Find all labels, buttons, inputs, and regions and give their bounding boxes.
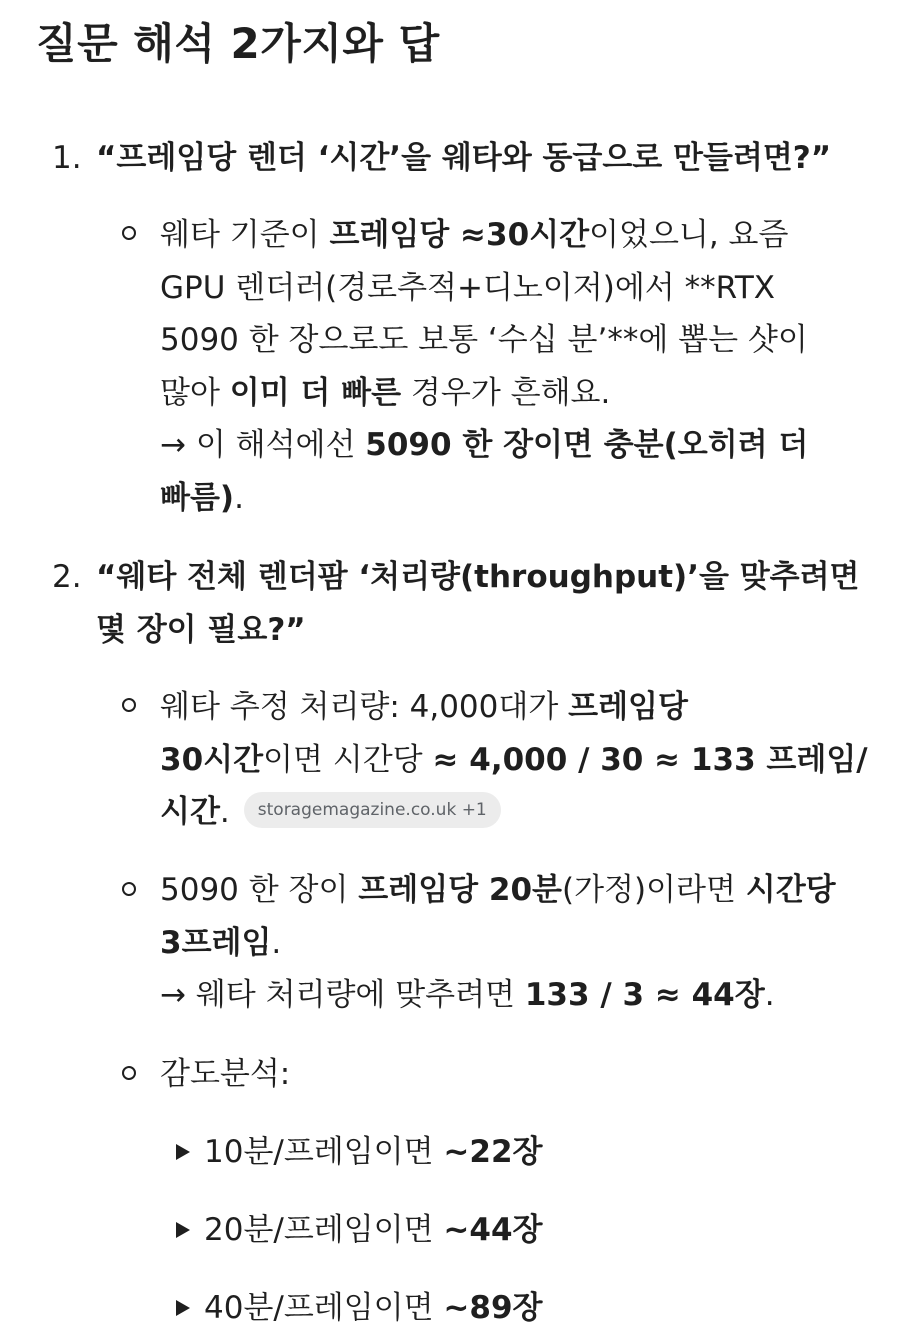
text-segment: (가정)이라면 [561,872,746,908]
text-line [160,917,836,970]
bullet-circle-icon [122,1066,136,1080]
text-line [160,472,808,525]
sub-item-text: 10분/프레임이면 [204,1134,444,1170]
triangle-bullet-icon [176,1222,190,1238]
text-line [160,262,808,315]
text-segment: . [234,479,244,516]
list-number: 1. [52,140,82,176]
list-item [204,1204,542,1256]
bold-segment: 프레임당 [568,689,688,725]
text-line [160,786,868,839]
sub-item-value: ~89장 [443,1290,543,1326]
bullet-circle-icon [122,882,136,896]
bullet-paragraph [160,864,836,1022]
text-line [160,1048,290,1101]
text-segment: . [219,794,230,830]
bold-segment: 5090 한 장이면 충분(오히려 더 [365,427,809,463]
bullet-paragraph [160,1048,290,1101]
text-line [160,734,868,787]
bold-segment: 프레임당 ≈30시간 [329,217,590,253]
text-line [160,969,836,1022]
sub-item-value: ~22장 [443,1134,543,1170]
bold-segment: 3프레임 [160,924,272,961]
list-item [204,1126,542,1178]
sub-item-value: ~44장 [443,1212,543,1248]
bullet-circle-icon [122,698,136,712]
text-segment: 5090 한 장으로도 보통 ‘수십 분’**에 뽑는 샷이 [160,322,808,358]
page-title: 질문 해석 2가지와 답 [36,19,440,68]
text-segment: 웨타 추정 처리량: 4,000대가 [160,689,569,725]
triangle-bullet-icon [176,1300,190,1316]
bold-segment: 시간당 [745,872,836,908]
bold-segment: 프레임당 20분 [358,872,562,908]
bold-segment: 133 / 3 ≈ 44장 [524,977,765,1013]
text-segment: 웨타 기준이 [160,217,330,253]
text-line [160,419,808,472]
heading-line: 몇 장이 필요?” [96,612,306,648]
bold-segment: 30시간 [160,741,264,778]
text-segment: 감도분석: [160,1056,291,1092]
bold-segment: 빠름) [160,479,235,516]
bullet-paragraph [160,209,808,524]
text-segment: 많아 [160,374,230,411]
sub-item-text: 20분/프레임이면 [204,1212,444,1248]
section-heading [96,551,860,656]
list-number: 2. [52,559,82,595]
text-segment: 경우가 흔해요. [401,374,611,411]
bullet-circle-icon [122,226,136,240]
text-segment: 이면 시간당 [263,741,433,778]
text-segment: 이었으니, 요즘 [589,217,789,253]
text-line [160,367,808,420]
heading-line: “웨타 전체 렌더팜 ‘처리량(throughput)’을 맞추려면 [96,559,860,595]
text-segment: . [271,924,282,961]
triangle-bullet-icon [176,1144,190,1160]
text-segment: 5090 한 장이 [160,872,359,908]
text-segment: GPU 렌더러(경로추적+디노이저)에서 **RTX [160,269,776,306]
bullet-paragraph [160,681,868,839]
bold-segment: ≈ 4,000 / 30 ≈ 133 프레임/ [432,741,868,778]
bold-segment: 이미 더 빠른 [229,374,402,411]
list-item [204,1282,542,1334]
text-segment: → 웨타 처리량에 맞추려면 [160,977,525,1013]
text-segment: → 이 해석에선 [160,427,366,463]
text-line [160,314,808,367]
sub-item-text: 40분/프레임이면 [204,1290,444,1326]
text-line [160,681,868,734]
text-line [160,209,808,262]
text-line [160,864,836,917]
bold-segment: 시간 [160,794,220,830]
source-chip[interactable]: storagemagazine.co.uk +1 [244,792,501,828]
text-segment: . [764,977,775,1013]
section-heading: “프레임당 렌더 ‘시간’을 웨타와 동급으로 만들려면?” [96,140,832,176]
